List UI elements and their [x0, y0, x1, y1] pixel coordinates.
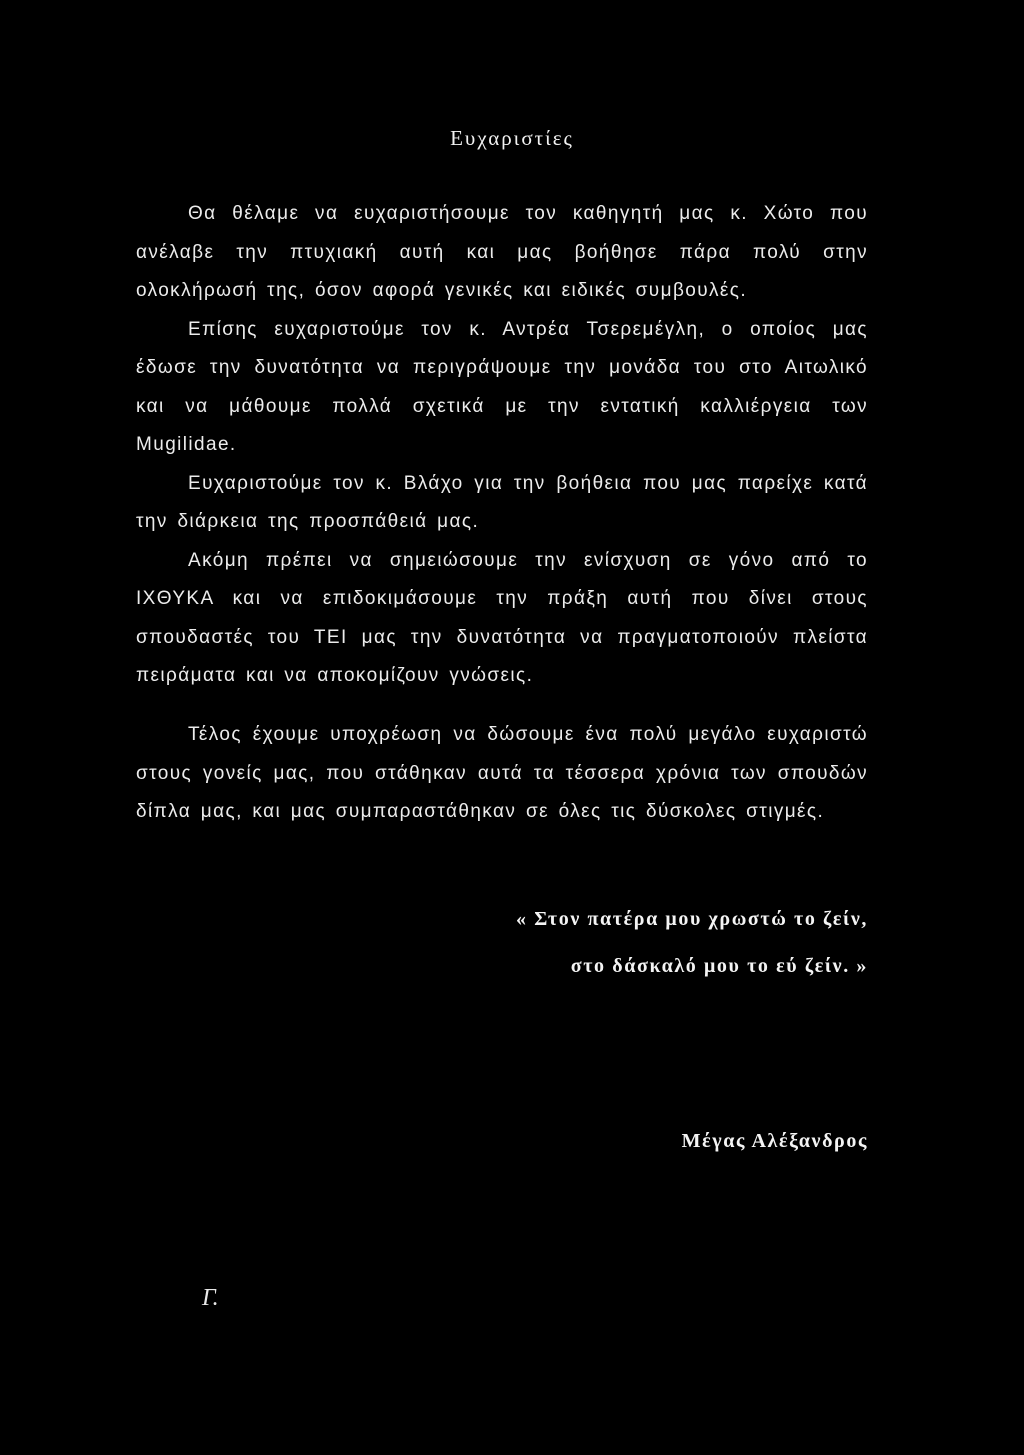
paragraph-vlachos: Ευχαριστούμε τον κ. Βλάχο για την βοήθεια που μας παρείχε κατά την διάρκεια της προσπάθειά μας. [136, 472, 868, 532]
paragraph-farm-owner: Επίσης ευχαριστούμε τον κ. Αντρέα Τσερεμέγλη, ο οποίος μας έδωσε την δυνατότητα να περιγράψουμε την μονάδα του στο Αιτωλικό και να μάθουμε πολλά σχετικά με την εντατική καλλιέργεια των Mugilidae. [136, 318, 868, 455]
page-title: Ευχαριστίες [450, 126, 574, 150]
acknowledgements-closing [136, 716, 868, 832]
paragraph-ichthyka: Ακόμη πρέπει να σημειώσουμε την ενίσχυση σε γόνο από το ΙΧΘΥΚΑ και να επιδοκιμάσουμε την πράξη αυτή που δίνει στους σπουδαστές του ΤΕΙ μας την δυνατότητα να πραγματοποιούν πλείστα πειράματα και να αποκομίζουν γνώσεις. [136, 549, 868, 686]
acknowledgements-body [136, 195, 868, 696]
quote-line-2: στο δάσκαλό μου το εύ ζείν. » [570, 955, 868, 977]
paragraph-supervisor: Θα θέλαμε να ευχαριστήσουμε τον καθηγητή μας κ. Χώτο που ανέλαβε την πτυχιακή αυτή και μας βοήθησε πάρα πολύ στην ολοκλήρωσή της, όσον αφορά γενικές και ειδικές συμβουλές. [136, 203, 868, 301]
quote-author: Μέγας Αλέξανδρος [681, 1130, 868, 1152]
quote-line-1: « Στον πατέρα μου χρωστώ το ζείν, [516, 908, 868, 930]
handwritten-initial: Γ. [202, 1285, 219, 1311]
paragraph-parents: Τέλος έχουμε υποχρέωση να δώσουμε ένα πολύ μεγάλο ευχαριστώ στους γονείς μας, που στάθηκαν αυτά τα τέσσερα χρόνια των σπουδών δίπλα μας, και μας συμπαραστάθηκαν σε όλες τις δύσκολες στιγμές. [136, 724, 868, 822]
